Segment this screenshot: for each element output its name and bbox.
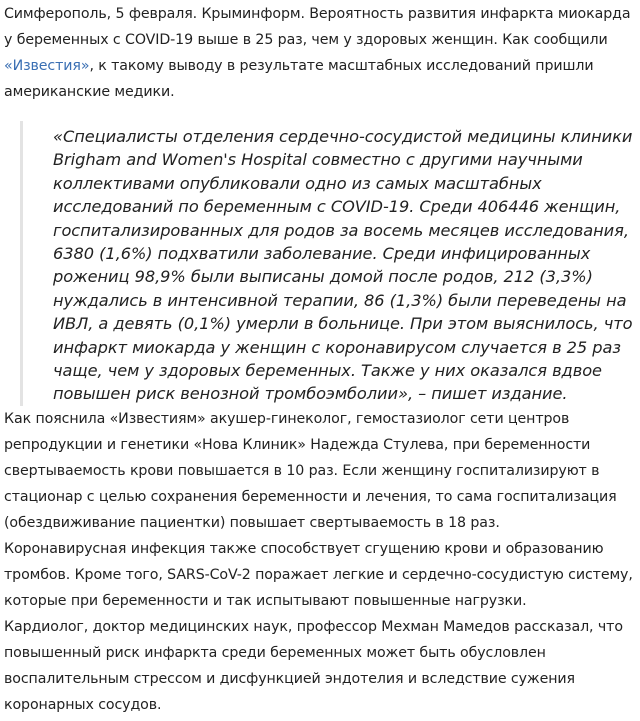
lead-text-end: , к такому выводу в результате масштабных исследований пришли американские медики. (4, 58, 594, 100)
article-quote (20, 121, 640, 406)
article-body (4, 0, 636, 718)
paragraph-cardiologist: Кардиолог, доктор медицинских наук, профессор Мехман Мамедов рассказал, что повышенный риск инфаркта среди беременных может быть обусловлен воспалительным стрессом и дисфункцией эндотелия и вследствие сужения коронарных сосудов. (4, 618, 623, 713)
paragraph-gynecologist: Как пояснила «Известиям» акушер-гинеколог, гемостазиолог сети центров репродукции и генетики «Нова Клиник» Надежда Стулева, при беременности свертываемость крови повышается в 10 раз. Если женщину госпитализируют в стационар с целью сохранения беременности и лечения, то сама госпитализация (обездвиживание пациентки) повышает свертываемость в 18 раз. (4, 410, 617, 531)
paragraph-coronavirus: Коронавирусная инфекция также способствует сгущению крови и образованию тромбов. Кроме того, SARS-CoV-2 поражает легкие и сердечно-сосудистую систему, которые при беременности и так испытывают повышенные нагрузки. (4, 540, 633, 609)
izvestia-link[interactable]: «Известия» (4, 58, 90, 74)
quote-text: «Специалисты отделения сердечно-сосудистой медицины клиники Brigham and Women's Hospital совместно с другими научными коллективами опубликовали одно из самых масштабных исследований по беременным с COVID-19. Среди 406446 женщин, госпитализированных для родов за восемь месяцев исследования, 6380 (1,6%) подхватили заболевание. Среди инфицированных рожениц 98,9% были выписаны домой после родов, 212 (3,3%) нуждались в интенсивной терапии, 86 (1,3%) были переведены на ИВЛ, а девять (0,1%) умерли в больнице. При этом выяснилось, что инфаркт миокарда у женщин с коронавирусом случается в 25 раз чаще, чем у здоровых беременных. Также у них оказался вдвое повышен риск венозной тромбоэмболии», – пишет издание. (53, 127, 633, 404)
lead-paragraph (4, 0, 636, 105)
lead-text-start: Симферополь, 5 февраля. Крыминформ. Вероятность развития инфаркта миокарда у беременных с COVID-19 выше в 25 раз, чем у здоровых женщин. Как сообщили (4, 6, 631, 48)
